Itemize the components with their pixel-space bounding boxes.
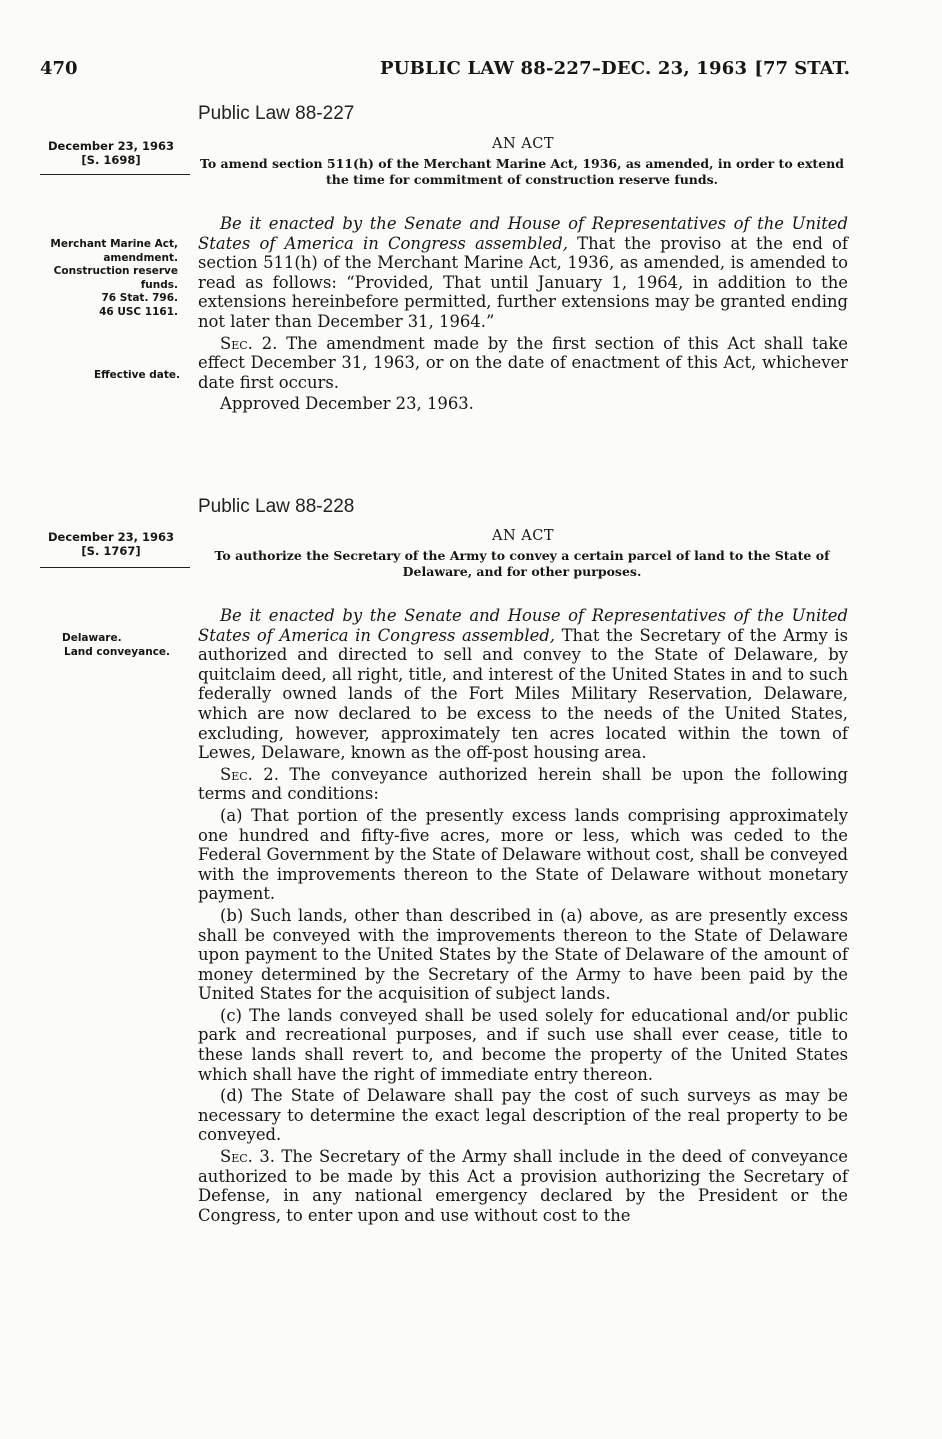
law1-heading: Public Law 88-227 xyxy=(198,103,355,124)
law2-para-b: (b) Such lands, other than described in (a) above, as are presently excess shall be conveyed with the improvements thereon to the State of Delaware upon payment to the United States by the State of Delaware of the amount of money determined by the Secretary of the Army to have been paid by the United States for the acquisition of subject lands. xyxy=(198,905,848,1004)
law2-para-d: (d) The State of Delaware shall pay the cost of such surveys as may be necessary to determine the exact legal description of the real property to be conveyed. xyxy=(198,1086,848,1145)
law2-section-3 xyxy=(198,1147,848,1225)
law1-margin-subject xyxy=(30,238,178,319)
law1-margin-effective: Effective date. xyxy=(94,369,180,381)
law2-date: December 23, 1963 xyxy=(47,530,175,544)
law1-act-title: To amend section 511(h) of the Merchant Marine Act, 1936, as amended, in order to extend the time for commitment of construction reserve funds. xyxy=(199,156,844,187)
law2-bill: [S. 1767] xyxy=(81,544,141,558)
law2-margin-subject2-text: Land conveyance. xyxy=(64,645,171,658)
law1-section-2 xyxy=(198,334,848,393)
law1-date: December 23, 1963 xyxy=(47,139,175,153)
law2-para-c: (c) The lands conveyed shall be used solely for educational and/or public park and recreational purposes, and if such use shall ever cease, title to these lands shall revert to, and become the property of the United States which shall have the right of immediate entry thereon. xyxy=(198,1005,848,1084)
law1-approved: Approved December 23, 1963. xyxy=(220,394,474,414)
law2-sec1-text: That the Secretary of the Army is authorized and directed to sell and convey to the State of Delaware, by quitclaim deed, all right, title, and interest of the United States in and to such federally owned lands of the Fort Miles Military Reservation, Delaware, which are now declared to be excess to the needs of the United States, excluding, however, approximately ten acres located within the town of Lewes, Delaware, known as the off-post housing area. xyxy=(198,625,848,763)
law2-act-title: To authorize the Secretary of the Army to convey a certain parcel of land to the State of Delaware, and for other purposes. xyxy=(214,548,830,579)
law1-section-1 xyxy=(198,214,848,332)
law1-margin-subject-text: Merchant Marine Act, amendment. xyxy=(50,238,178,264)
running-head-title: PUBLIC LAW 88-227–DEC. 23, 1963 xyxy=(380,58,748,79)
law1-act-label: AN ACT xyxy=(491,136,554,152)
running-head xyxy=(40,58,850,82)
law2-enacting-clause: Be it enacted by the Senate and House of Representatives of the United States of America in Congress assembled, xyxy=(198,606,848,645)
law2-margin-rule xyxy=(40,567,190,568)
law1-sec2-label: Sec. 2. xyxy=(220,333,278,353)
law2-margin-date xyxy=(36,530,186,558)
law1-margin-date xyxy=(36,139,186,167)
law2-act-label: AN ACT xyxy=(491,528,554,544)
law1-margin-citation1: 76 Stat. 796. xyxy=(101,292,178,304)
law1-body xyxy=(198,214,848,416)
law1-margin-rule xyxy=(40,174,190,175)
law1-enacting-clause: Be it enacted by the Senate and House of Representatives of the United States of America in Congress assembled, xyxy=(198,214,848,253)
law2-section-1 xyxy=(198,606,848,763)
law2-body xyxy=(198,606,848,1227)
running-head-stat: [77 STAT. xyxy=(754,58,850,79)
law2-section-2 xyxy=(198,765,848,804)
page-number: 470 xyxy=(40,58,78,79)
law1-bill: [S. 1698] xyxy=(81,153,141,167)
law2-para-a: (a) That portion of the presently excess lands comprising approximately one hundred and fifty-five acres, more or less, which was ceded to the Federal Government by the State of Delaware without cost, shall be conveyed with the improvements thereon to the State of Delaware without monetary payment. xyxy=(198,805,848,904)
law2-sec3-label: Sec. 3. xyxy=(220,1147,275,1167)
law2-sec2-label: Sec. 2. xyxy=(220,764,279,784)
law1-sec2-text: The amendment made by the first section of this Act shall take effect December 31, 1963, or on the date of enactment of this Act, whichever date first occurs. xyxy=(198,333,849,392)
law2-sec2-text: The conveyance authorized herein shall be upon the following terms and conditions: xyxy=(198,764,848,804)
law1-margin-citation2: 46 USC 1161. xyxy=(99,305,178,318)
law2-margin-subject-text: Delaware. xyxy=(62,632,122,644)
law2-heading: Public Law 88-228 xyxy=(198,496,355,517)
law2-margin-subject xyxy=(62,632,172,659)
law1-sec1-text: That the proviso at the end of section 511(h) of the Merchant Marine Act, 1936, as amended, is amended to read as follows: “Provided, That until January 1, 1964, in addition to the extensions hereinbefore permitted, further extensions may be granted ending not later than December 31, 1964.” xyxy=(198,233,848,331)
law2-sec3-text: The Secretary of the Army shall include in the deed of conveyance authorized to be made by this Act a provision authorizing the Secretary of Defense, in any national emergency declared by the President or the Congress, to enter upon and use without cost to the xyxy=(198,1147,848,1225)
law1-margin-subject2-text: Construction reserve funds. xyxy=(53,265,178,291)
